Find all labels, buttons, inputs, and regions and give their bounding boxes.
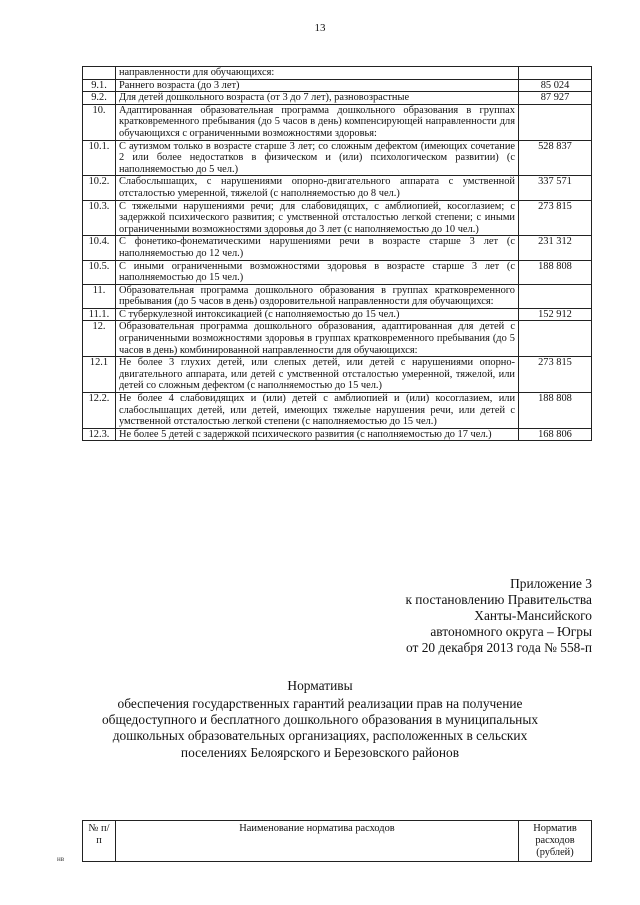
norms-subtitle: обеспечения государственных гарантий реализации прав на получение общедоступного и бесплатного дошкольного образования в муниципальных дошкольных образовательных организациях, расположенных в сельских поселениях Белоярского и Березовского районов bbox=[101, 696, 539, 760]
row-description: направленности для обучающихся: bbox=[116, 67, 519, 80]
table-row bbox=[83, 92, 592, 105]
row-value bbox=[519, 104, 592, 140]
row-number: 9.2. bbox=[83, 92, 116, 105]
row-number: 10.5. bbox=[83, 260, 116, 284]
table-row bbox=[83, 140, 592, 176]
row-number: 12.1 bbox=[83, 357, 116, 393]
row-description: С туберкулезной интоксикацией (с наполняемостью до 15 чел.) bbox=[116, 308, 519, 321]
row-value: 188 808 bbox=[519, 260, 592, 284]
row-number: 10.4. bbox=[83, 236, 116, 260]
page-number: 13 bbox=[314, 22, 326, 34]
norms-title: Нормативы bbox=[287, 678, 353, 693]
table-row bbox=[83, 104, 592, 140]
row-description: Для детей дошкольного возраста (от 3 до 7 лет), разновозрастные bbox=[116, 92, 519, 105]
row-number: 12. bbox=[83, 321, 116, 357]
row-value: 188 808 bbox=[519, 393, 592, 429]
row-value: 87 927 bbox=[519, 92, 592, 105]
row-value: 85 024 bbox=[519, 79, 592, 92]
norms-header-table bbox=[82, 820, 592, 862]
table-row bbox=[83, 284, 592, 308]
norms-table bbox=[82, 66, 592, 441]
row-description: С иными ограниченными возможностями здоровья в возрасте старше 3 лет (с наполняемостью до 15 чел.) bbox=[116, 260, 519, 284]
header-col-name: Наименование норматива расходов bbox=[116, 821, 519, 862]
appendix-block bbox=[405, 576, 592, 656]
row-description: Раннего возраста (до 3 лет) bbox=[116, 79, 519, 92]
row-number bbox=[83, 67, 116, 80]
table-row bbox=[83, 260, 592, 284]
row-number: 12.2. bbox=[83, 393, 116, 429]
row-number: 10.2. bbox=[83, 176, 116, 200]
table-row bbox=[83, 357, 592, 393]
table-row bbox=[83, 236, 592, 260]
appendix-line: Приложение 3 bbox=[510, 576, 592, 591]
row-number: 11. bbox=[83, 284, 116, 308]
header-col-value: Норматив расходов (рублей) bbox=[519, 821, 592, 862]
appendix-line: от 20 декабря 2013 года № 558-п bbox=[405, 640, 592, 655]
row-value: 273 815 bbox=[519, 357, 592, 393]
appendix-line: к постановлению Правительства bbox=[405, 592, 592, 607]
table-row bbox=[83, 321, 592, 357]
row-description: Адаптированная образовательная программа дошкольного образования в группах кратковременного пребывания (до 5 часов в день) компенсирующей направленности для обучающихся с ограниченными возможностями здоровья: bbox=[116, 104, 519, 140]
row-value: 528 837 bbox=[519, 140, 592, 176]
row-value bbox=[519, 321, 592, 357]
table-row bbox=[83, 79, 592, 92]
appendix-line: автономного округа – Югры bbox=[430, 624, 592, 639]
row-value: 168 806 bbox=[519, 428, 592, 441]
table-row bbox=[83, 176, 592, 200]
norms-table-body bbox=[83, 67, 592, 441]
row-number: 9.1. bbox=[83, 79, 116, 92]
row-number: 10.3. bbox=[83, 200, 116, 236]
row-number: 11.1. bbox=[83, 308, 116, 321]
row-value bbox=[519, 67, 592, 80]
row-description: Образовательная программа дошкольного образования в группах кратковременного пребывания (до 5 часов в день) оздоровительной направленности для обучающихся: bbox=[116, 284, 519, 308]
row-number: 10. bbox=[83, 104, 116, 140]
appendix-line: Ханты-Мансийского bbox=[474, 608, 592, 623]
row-value: 152 912 bbox=[519, 308, 592, 321]
table-row bbox=[83, 428, 592, 441]
row-number: 12.3. bbox=[83, 428, 116, 441]
row-value: 273 815 bbox=[519, 200, 592, 236]
header-col-number: № п/п bbox=[83, 821, 116, 862]
table-row bbox=[83, 393, 592, 429]
row-description: С аутизмом только в возрасте старше 3 лет; со сложным дефектом (имеющих сочетание 2 или более недостатков в физическом и (или) психологическом развитии) (с наполняемостью до 5 чел.) bbox=[116, 140, 519, 176]
row-description: С фонетико-фонематическими нарушениями речи в возрасте старше 3 лет (с наполняемостью до 12 чел.) bbox=[116, 236, 519, 260]
row-description: Не более 4 слабовидящих и (или) детей с амблиопией и (или) косоглазием, или слабослышащих детей, или детей, имеющих тяжелые нарушения речи, или детей с умственной отсталостью легкой степени (с наполняемостью до 15 чел.) bbox=[116, 393, 519, 429]
row-description: Не более 5 детей с задержкой психического развития (с наполняемостью до 17 чел.) bbox=[116, 428, 519, 441]
table-row bbox=[83, 200, 592, 236]
row-value: 231 312 bbox=[519, 236, 592, 260]
row-description: Образовательная программа дошкольного образования, адаптированная для детей с ограниченными возможностями здоровья в группах кратковременного пребывания (до 5 часов в день) комбинированной направленности для обучающихся: bbox=[116, 321, 519, 357]
row-value bbox=[519, 284, 592, 308]
row-description: Не более 3 глухих детей, или слепых детей, или детей с нарушениями опорно-двигательного аппарата, или детей с умственной отсталостью умеренной, тяжелой, или детей со сложным дефектом (с наполняемостью до 15 чел.) bbox=[116, 357, 519, 393]
corner-mark: нв bbox=[57, 855, 65, 863]
table-row bbox=[83, 308, 592, 321]
row-number: 10.1. bbox=[83, 140, 116, 176]
row-value: 337 571 bbox=[519, 176, 592, 200]
row-description: С тяжелыми нарушениями речи; для слабовидящих, с амблиопией, косоглазием; с задержкой психического развития; с умственной отсталостью легкой степени; с иными ограниченными возможностями здоровья до 3 лет (с наполняемостью до 10 чел.) bbox=[116, 200, 519, 236]
table-row bbox=[83, 67, 592, 80]
row-description: Слабослышащих, с нарушениями опорно-двигательного аппарата с умственной отсталостью умеренной, тяжелой (с наполняемостью до 8 чел.) bbox=[116, 176, 519, 200]
